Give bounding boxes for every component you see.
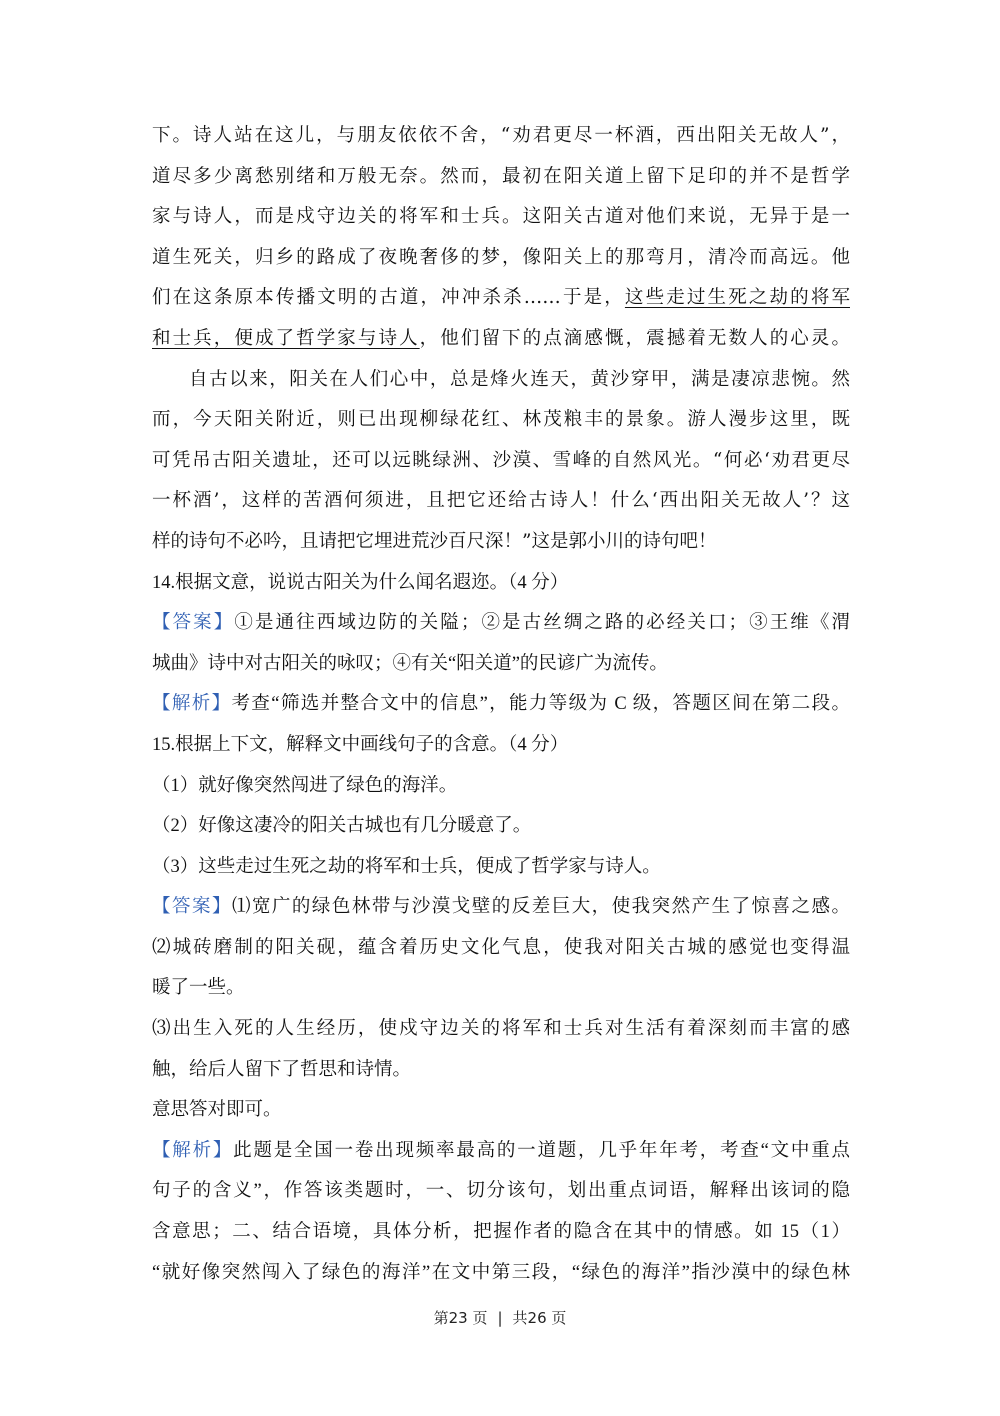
passage-line <box>152 319 850 360</box>
answer-text: ⑴宽广的绿色林带与沙漠戈壁的反差巨大，使我突然产生了惊喜之感。 <box>231 897 850 918</box>
passage-line: 下。诗人站在这儿，与朋友依依不舍，“劝君更尽一杯酒，西出阳关无故人”， <box>152 125 850 146</box>
analysis-tag: 【解析】 <box>152 694 232 715</box>
passage-text: 们在这条原本传播文明的古道，冲冲杀杀……于是， <box>152 287 625 309</box>
sub-question: （1）就好像突然闯进了绿色的海洋。 <box>152 775 458 796</box>
question-15: 15.根据上下文，解释文中画线句子的含意。（4 分） <box>152 734 569 755</box>
answer-tag: 【答案】 <box>152 613 235 634</box>
answer-line: 暖了一些。 <box>152 978 245 999</box>
passage-line: 而，今天阳关附近，则已出现柳绿花红、林茂粮丰的景象。游人漫步这里，既 <box>152 409 850 431</box>
analysis-line: “就好像突然闯入了绿色的海洋”在文中第三段，“绿色的海洋”指沙漠中的绿色林 <box>152 1262 850 1283</box>
question-14: 14.根据文意，说说古阳关为什么闻名遐迩。（4 分） <box>152 572 569 593</box>
passage-line: 道尽多少离愁别绪和万般无奈。然而，最初在阳关道上留下足印的并不是哲学 <box>152 165 850 187</box>
analysis-text: 考查“筛选并整合文中的信息”，能力等级为 C 级，答题区间在第二段。 <box>231 694 850 715</box>
analysis-text: 此题是全国一卷出现频率最高的一道题，几乎年年考，考查“文中重点 <box>233 1140 850 1161</box>
answer-line: 触，给后人留下了哲思和诗情。 <box>152 1059 412 1080</box>
answer-line: ⑶出生入死的人生经历，使戍守边关的将军和士兵对生活有着深刻而丰富的感 <box>152 1019 850 1040</box>
page-total: 共26 页 <box>512 1309 567 1327</box>
analysis-line: 句子的含义”，作答该类题时，一、切分该句，划出重点词语，解释出该词的隐 <box>152 1181 850 1202</box>
underlined-sentence: 和士兵，便成了哲学家与诗人 <box>152 327 420 349</box>
passage-line: 一杯酒’，这样的苦酒何须进，且把它还给古诗人！什么‘西出阳关无故人’？这 <box>152 490 850 512</box>
sub-question: （2）好像这凄冷的阳关古城也有几分暖意了。 <box>152 816 532 837</box>
analysis-line <box>152 684 850 725</box>
analysis-line: 含意思；二、结合语境，具体分析，把握作者的隐含在其中的情感。如 15（1） <box>152 1222 850 1243</box>
page-number: 第23 页 <box>433 1309 488 1327</box>
answer-text: ①是通往西域边防的关隘；②是古丝绸之路的必经关口；③王维《渭 <box>234 613 850 634</box>
footer-separator: | <box>497 1309 503 1327</box>
passage-line: 可凭吊古阳关遗址，还可以远眺绿洲、沙漠、雪峰的自然风光。“何必‘劝君更尽 <box>152 449 850 471</box>
analysis-tag: 【解析】 <box>152 1140 234 1161</box>
sub-question: （3）这些走过生死之劫的将军和士兵，便成了哲学家与诗人。 <box>152 856 661 877</box>
passage-line <box>152 278 850 319</box>
passage-line: 样的诗句不必吟，且请把它埋进荒沙百尺深！”这是郭小川的诗句吧！ <box>152 530 717 552</box>
answer-line: 城曲》诗中对古阳关的咏叹；④有关“阳关道”的民谚广为流传。 <box>152 653 668 674</box>
answer-line: ⑵城砖磨制的阳关砚，蕴含着历史文化气息，使我对阳关古城的感觉也变得温 <box>152 937 850 958</box>
passage-line: 自古以来，阳关在人们心中，总是烽火连天，黄沙穿甲，满是凄凉悲惋。然 <box>189 368 850 390</box>
page-footer <box>0 1307 1000 1328</box>
answer-note: 意思答对即可。 <box>152 1100 282 1121</box>
passage-text: ，他们留下的点滴感慨，震撼着无数人的心灵。 <box>419 327 850 349</box>
answer-tag: 【答案】 <box>152 897 232 918</box>
answer-line <box>152 887 850 928</box>
underlined-sentence: 这些走过生死之劫的将军 <box>624 287 850 309</box>
analysis-line <box>152 1131 850 1172</box>
document-page <box>152 116 850 1293</box>
passage-line: 道生死关，归乡的路成了夜晚奢侈的梦，像阳关上的那弯月，清冷而高远。他 <box>152 246 850 268</box>
answer-line <box>152 603 850 644</box>
passage-line: 家与诗人，而是戍守边关的将军和士兵。这阳关古道对他们来说，无异于是一 <box>152 206 850 228</box>
